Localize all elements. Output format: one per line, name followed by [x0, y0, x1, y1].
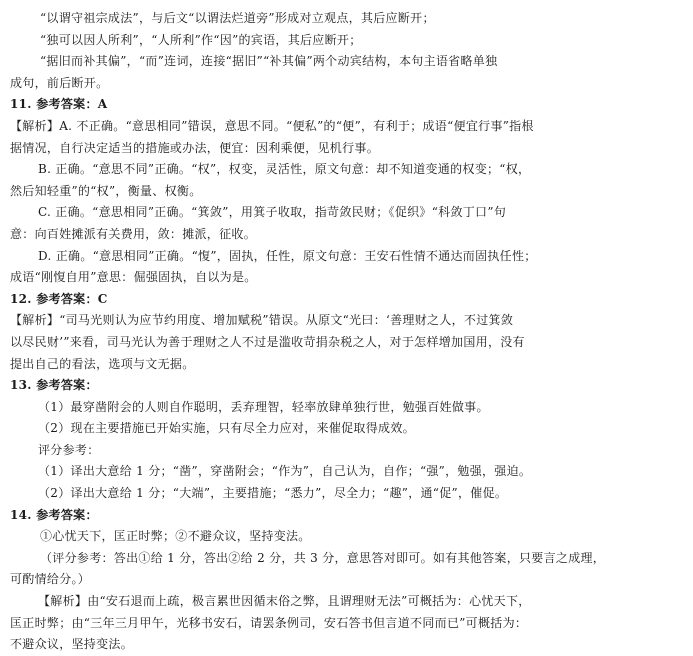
- text-line: （1）最穿凿附会的人则自作聪明，丢弃理智，轻率放肆单独行世，勉强百姓做事。: [38, 399, 489, 414]
- text-line: 意：向百姓摊派有关费用，敛：摊派，征收。: [10, 226, 257, 241]
- text-line: （1）译出大意给 1 分；“凿”，穿凿附会；“作为”，自己认为，自作；“强”，勉强，强迫。: [38, 464, 532, 479]
- text-line: 评分参考：: [38, 442, 100, 457]
- text-line: “独可以因人所利”，“人所利”作“因”的宾语，其后应断开；: [40, 32, 362, 47]
- question-answer-heading: 13. 参考答案：: [10, 378, 98, 393]
- text-line: 成语“刚愎自用”意思：倔强固执，自以为是。: [10, 270, 257, 285]
- text-line: “以谓守祖宗成法”，与后文“以谓法烂道旁”形成对立观点，其后应断开；: [40, 11, 435, 25]
- text-line: 提出自己的看法，选项与文无据。: [10, 356, 195, 371]
- text-line: 不避众议，坚持变法。: [10, 637, 134, 652]
- text-line: 【解析】“司马光则认为应节约用度、增加赋税”错误。从原文“光曰：‘善理财之人，不过箕敛: [10, 313, 514, 328]
- text-line: （评分参考：答出①给 1 分，答出②给 2 分，共 3 分，意思答对即可。如有其他答案，只要言之成理，: [40, 550, 606, 565]
- text-line: 【解析】A. 不正确。“意思相同”错误，意思不同。“便私”的“便”，有利于；成语“便宜行事”指根: [10, 118, 534, 133]
- question-answer-heading: 12. 参考答案：C: [10, 291, 108, 306]
- text-line: D. 正确。“意思相同”正确。“愎”，固执，任性，原文句意：王安石性情不通达而固执任性；: [38, 248, 537, 263]
- text-line: （2）译出大意给 1 分；“大端”，主要措施；“悉力”，尽全力；“趣”，通“促”，催促。: [38, 486, 508, 501]
- text-line: 可酌情给分。）: [10, 572, 91, 587]
- question-answer-heading: 11. 参考答案：A: [10, 97, 108, 112]
- question-answer-heading: 14. 参考答案：: [10, 507, 98, 522]
- text-line: 然后知轻重”的“权”，衡量、权衡。: [10, 183, 202, 198]
- text-line: 匡正时弊；由“三年三月甲午，光移书安石，请罢条例司，安石答书但言道不同而已”可概括为：: [10, 615, 528, 630]
- text-line: 以尽民财’”来看，司马光认为善于理财之人不过是滥收苛捐杂税之人，对于怎样增加国用，没有: [10, 334, 525, 349]
- text-line: ①心忧天下，匡正时弊；②不避众议，坚持变法。: [40, 529, 311, 544]
- text-line: 据情况，自行决定适当的措施或办法，便宜：因利乘便，见机行事。: [10, 140, 380, 155]
- text-line: C. 正确。“意思相同”正确。“箕敛”，用箕子收取，指苛敛民财；《促织》“科敛丁口”句: [38, 205, 507, 220]
- text-line: （2）现在主要措施已开始实施，只有尽全力应对，来催促取得成效。: [38, 421, 415, 436]
- text-line: 成句，前后断开。: [10, 75, 109, 90]
- text-line: “据旧而补其偏”，“而”连词，连接“据旧”“补其偏”两个动宾结构，本句主语省略单独: [40, 54, 498, 69]
- text-line: B. 正确。“意思不同”正确。“权”，权变，灵活性，原文句意：却不知道变通的权变；“权，: [38, 162, 531, 177]
- text-line: 【解析】由“安石退而上疏，极言累世因循末俗之弊，且谓理财无法”可概括为：心忧天下，: [38, 594, 531, 609]
